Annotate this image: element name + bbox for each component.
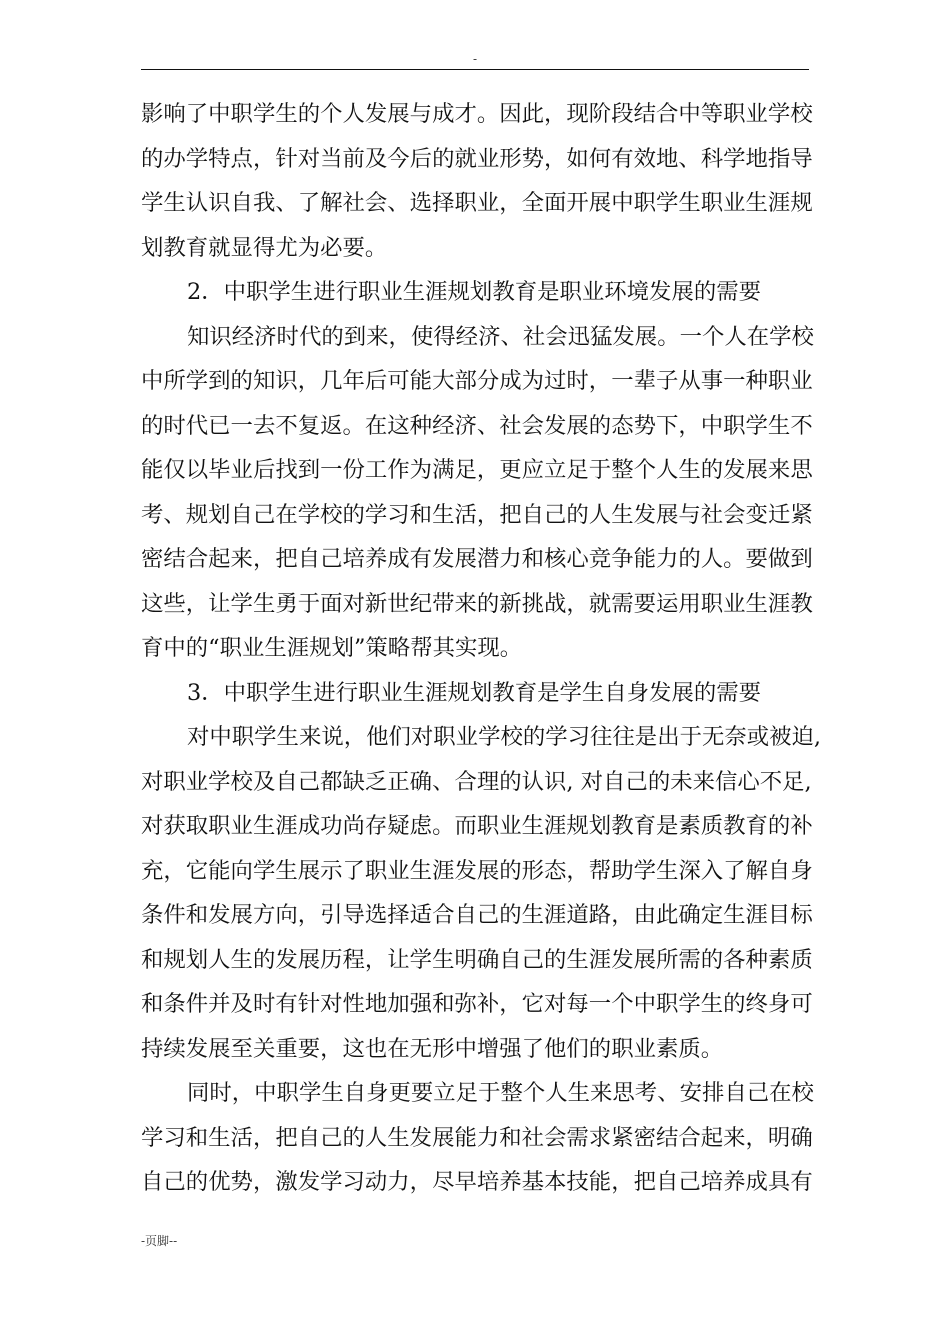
header-rule <box>141 69 809 70</box>
text-line: 这些，让学生勇于面对新世纪带来的新挑战，就需要运用职业生涯教 <box>141 590 813 617</box>
text-line: 自己的优势，激发学习动力，尽早培养基本技能，把自己培养成具有 <box>141 1169 813 1195</box>
text-line: 的办学特点，针对当前及今后的就业形势，如何有效地、科学地指导 <box>141 145 813 172</box>
text-line: 和规划人生的发展历程，让学生明确自己的生涯发展所需的各种素质 <box>141 946 813 973</box>
text-line: 的时代已一去不复返。在这种经济、社会发展的态势下，中职学生不 <box>141 412 813 439</box>
text-line: 划教育就显得尤为必要。 <box>141 234 388 261</box>
text-line: 对中职学生来说，他们对职业学校的学习往往是出于无奈或被迫, <box>187 724 822 750</box>
text-line: 考、规划自己在学校的学习和生活，把自己的人生发展与社会变迁紧 <box>141 501 813 528</box>
text-line: 和条件并及时有针对性地加强和弥补，它对每一个中职学生的终身可 <box>141 991 813 1017</box>
text-line: 持续发展至关重要，这也在无形中增强了他们的职业素质。 <box>141 1035 724 1062</box>
text-line: 学生认识自我、了解社会、选择职业，全面开展中职学生职业生涯规 <box>141 190 813 216</box>
text-line: 对职业学校及自己都缺乏正确、合理的认识, 对自己的未来信心不足, <box>141 768 812 795</box>
section-heading-3: 3．中职学生进行职业生涯规划教育是学生自身发展的需要 <box>187 679 762 706</box>
text-line: 知识经济时代的到来，使得经济、社会迅猛发展。一个人在学校 <box>187 323 814 350</box>
section-heading-2: 2．中职学生进行职业生涯规划教育是职业环境发展的需要 <box>187 279 762 305</box>
text-line: 中所学到的知识，几年后可能大部分成为过时，一辈子从事一种职业 <box>141 368 813 394</box>
text-line: 学习和生活，把自己的人生发展能力和社会需求紧密结合起来，明确 <box>141 1124 813 1151</box>
text-line: 对获取职业生涯成功尚存疑虑。而职业生涯规划教育是素质教育的补 <box>141 813 813 839</box>
body-text <box>141 92 822 1205</box>
text-line: 充，它能向学生展示了职业生涯发展的形态，帮助学生深入了解自身 <box>141 857 813 884</box>
text-line: 育中的“职业生涯规划”策略帮其实现。 <box>141 635 523 661</box>
text-line: 能仅以毕业后找到一份工作为满足，更应立足于整个人生的发展来思 <box>141 457 813 483</box>
header-mark: - <box>472 52 478 66</box>
text-line: 同时，中职学生自身更要立足于整个人生来思考、安排自己在校 <box>187 1080 814 1106</box>
text-line: 条件和发展方向，引导选择适合自己的生涯道路，由此确定生涯目标 <box>141 902 813 928</box>
text-line: 密结合起来，把自己培养成有发展潜力和核心竞争能力的人。要做到 <box>141 546 813 572</box>
page-footer: -页脚-- <box>141 1234 178 1248</box>
text-line: 影响了中职学生的个人发展与成才。因此，现阶段结合中等职业学校 <box>141 101 813 127</box>
